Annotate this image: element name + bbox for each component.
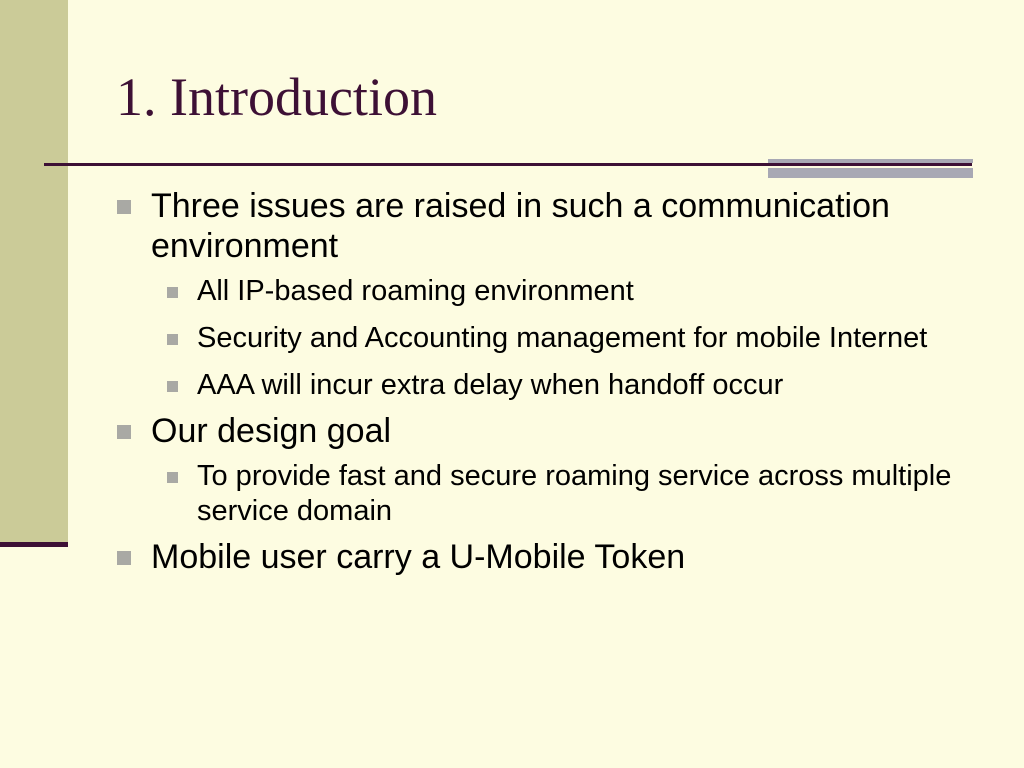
sub-bullet-ip-roaming	[165, 274, 995, 309]
accent-bar-bottom	[768, 168, 973, 178]
sub-bullet-fast-secure-roaming	[165, 459, 995, 529]
square-bullet-icon	[167, 381, 178, 392]
bullet-text: Our design goal	[151, 412, 392, 450]
square-bullet-icon	[117, 200, 131, 214]
slide-title: 1. Introduction	[116, 67, 437, 127]
sub-bullet-text: To provide fast and secure roaming service across multiple service domain	[197, 460, 952, 527]
accent-bar-top	[768, 159, 973, 163]
bullet-design-goal	[115, 411, 995, 451]
sub-bullet-text: AAA will incur extra delay when handoff occur	[197, 369, 784, 401]
bullet-text: Mobile user carry a U-Mobile Token	[151, 538, 686, 576]
sub-bullet-text: Security and Accounting management for mobile Internet	[197, 322, 928, 354]
square-bullet-icon	[117, 425, 131, 439]
sub-bullet-aaa-delay	[165, 368, 995, 403]
sub-bullet-text: All IP-based roaming environment	[197, 275, 634, 307]
bullet-three-issues	[115, 186, 995, 266]
title-accent-bars	[768, 159, 973, 179]
square-bullet-icon	[167, 287, 178, 298]
sidebar-decoration	[0, 0, 68, 542]
sidebar-underline	[0, 542, 68, 547]
slide-body	[115, 186, 995, 577]
square-bullet-icon	[117, 551, 131, 565]
bullet-u-mobile-token	[115, 537, 995, 577]
sub-bullet-security-accounting	[165, 321, 995, 356]
bullet-text: Three issues are raised in such a communication environment	[151, 187, 890, 265]
square-bullet-icon	[167, 334, 178, 345]
square-bullet-icon	[167, 472, 178, 483]
